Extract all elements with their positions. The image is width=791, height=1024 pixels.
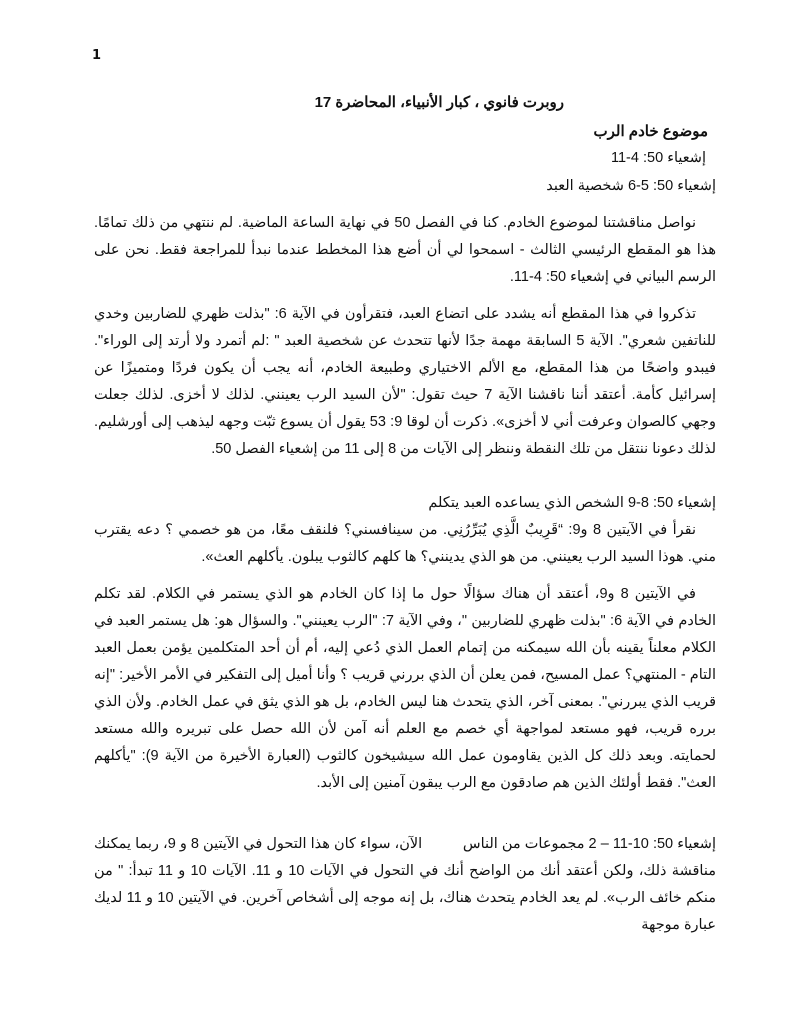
page-number: 1 — [92, 48, 102, 63]
paragraph-1-text: نواصل مناقشتنا لموضوع الخادم. كنا في الفصل 50 في نهاية الساعة الماضية. لم ننتهي من ذلك تمامًا. هذا هو المقطع الرئيسي الثالث - اسمحوا لي أن أضع هذا المخطط عندما نبدأ للمراجعة فقط. نحن على الرسم البياني في إشعياء 50: 4-11. — [94, 215, 716, 285]
paragraph-4 — [94, 581, 716, 797]
paragraph-4-text: في الآيتين 8 و9، أعتقد أن هناك سؤالًا حول ما إذا كان الخادم هو الذي يستمر في الكلام. لقد تكلم الخادم في الآية 6: "بذلت ظهري للضاربين "، وفي الآية 7: "الرب يعينني". والسؤال هو: هل يستمر العبد في الكلام معلناً يقينه بأن الله سيمكنه من إتمام العمل الذي دُعي إليه، أم أن أحد المتكلمين يؤمن بعمل العبد التام - المنتهي؟ عمل المسيح، فمن يعلن أن الذي بررني قريب ؟ وأنا أميل إلى التفكير في الأمر الأخير: "إنه قريب الذي يبررني". بمعنى آخر، الذي يتحدث هنا ليس الخادم، بل هو الذي يثق في عمل الخادم. ولأن الذي برره قريب، فهو مستعد لمواجهة أي خصم مع العلم أنه آمن لأن الله حصل على تبريره والله مستعد لحمايته. وبعد ذلك كل الذين يقاومون عمل الله سيشيخون كالثوب (العبارة الأخيرة من الآية 9): "يأكلهم العث". فقط أولئك الذين هم صادقون مع الرب يبقون آمنين إلى الأبد. — [94, 586, 717, 791]
document-title: روبرت فانوي ، كبار الأنبياء، المحاضرة 17 — [314, 94, 564, 111]
paragraph-3-text: نقرأ في الآيتين 8 و9: “قَرِيبٌ الَّذِي يُبَرِّرُنِي. من سينافسني؟ فلنقف معًا، من هو خصمي ؟ دعه يقترب مني. هوذا السيد الرب يعينني. من هو الذي يدينني؟ ها كلهم كالثوب يبلون. يأكلهم العث». — [94, 522, 716, 565]
section-heading-two-groups: إشعياء 50: 10-11 – 2 مجموعات من الناس — [462, 836, 716, 852]
paragraph-2-text: تذكروا في هذا المقطع أنه يشدد على اتضاع العبد، فتقرأون في الآية 6: "بذلت ظهري للضاربين وخدي للناتفين شعري". الآية 5 السابقة مهمة جدًا لأنها تتحدث عن شخصية العبد " :لم أتمرد ولا أرتد إلى الوراء". فيبدو واضحًا من هذا المقطع، مع الألم الاختياري وطبيعة الخادم، أنه يجب أن يكون فردًا ومتميزًا عن إسرائيل كأمة. أعتقد أننا ناقشنا الآية 7 حيث تقول: "لأن السيد الرب يعينني. لذلك لا أخزى. لذلك جعلت وجهي كالصوان وعرفت أني لا أخزى». ذكرت أن لوقا 9: 53 يقول أن يسوع ثبّت وجهه ليذهب إلى أورشليم. لذلك دعونا ننتقل من تلك النقطة وننظر إلى الآيات من 8 إلى 11 من إشعياء الفصل 50. — [94, 306, 716, 457]
scripture-reference: إشعياء 50: 4-11 — [610, 150, 706, 166]
paragraph-3 — [94, 517, 716, 571]
section-heading-helper-speaks: إشعياء 50: 8-9 الشخص الذي يساعده العبد يتكلم — [428, 495, 716, 511]
paragraph-5-text: الآن، سواء كان هذا التحول في الآيتين 8 و 9، ربما يمكنك مناقشة ذلك، ولكن أعتقد أنك من الواضح أنك في التحول في الآيات 10 و 11. الآيات 10 و 11 تبدأ: " من منكم خائف الرب». لم يعد الخادم يتحدث هناك، بل إنه موجه إلى أشخاص آخرين. في الآيتين 10 و 11 لديك عبارة موجهة — [94, 836, 716, 933]
document-subtitle: موضوع خادم الرب — [593, 123, 708, 140]
document-body — [94, 88, 716, 939]
paragraph-1 — [94, 210, 716, 291]
paragraph-2 — [94, 301, 716, 463]
paragraph-5 — [94, 831, 716, 939]
section-heading-servant-character: إشعياء 50: 5-6 شخصية العبد — [546, 178, 716, 194]
